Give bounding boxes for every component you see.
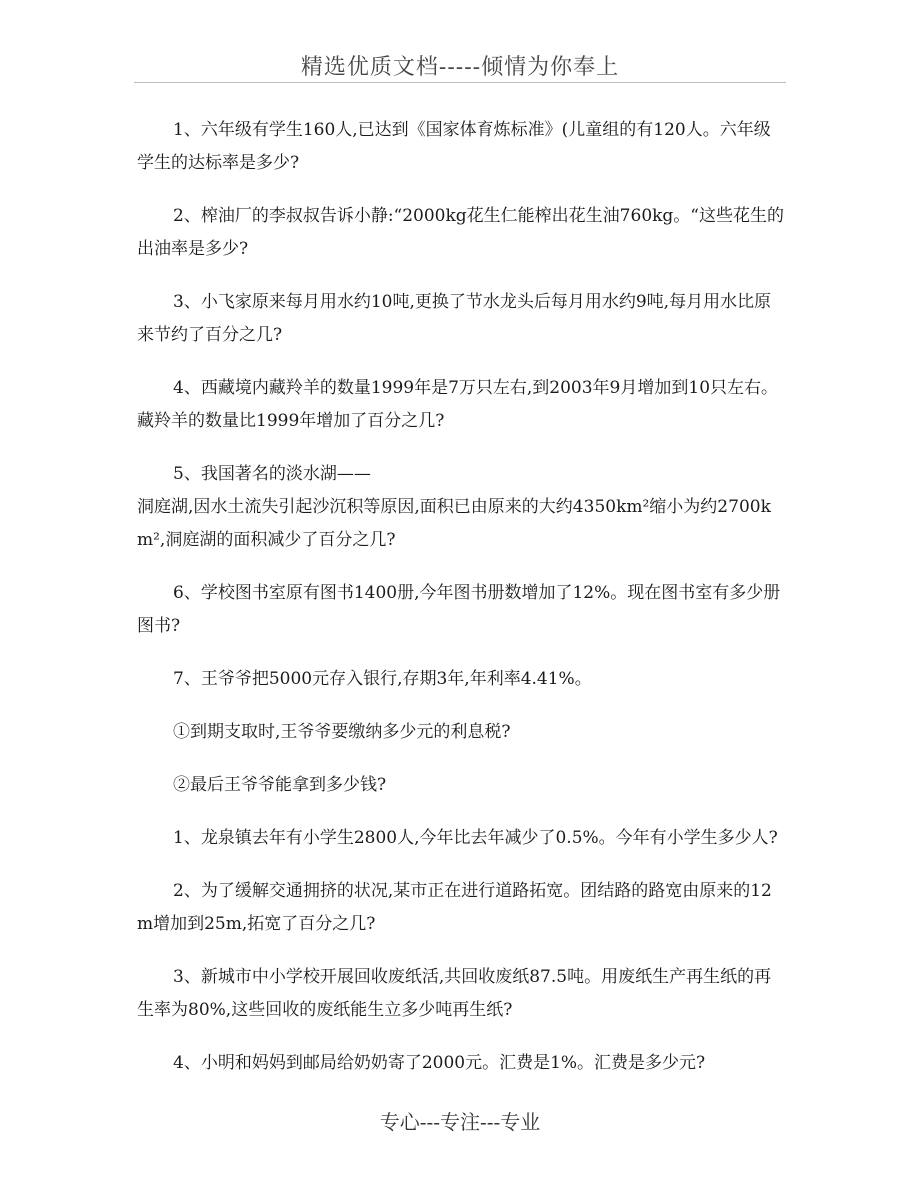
header-divider — [134, 82, 786, 83]
question-7-part-1: ①到期支取时,王爷爷要缴纳多少元的利息税? — [173, 722, 511, 742]
question-b4: 4、小明和妈妈到邮局给奶奶寄了2000元。汇费是1%。汇费是多少元? — [173, 1053, 706, 1073]
page-footer: 专心---专注---专业 — [379, 1110, 541, 1134]
question-3: 3、小飞家原来每月用水约10吨,更换了节水龙头后每月用水约9吨,每月用水比原来节约了百分之几? — [137, 292, 772, 345]
document-body — [137, 114, 785, 1080]
question-6: 6、学校图书室原有图书1400册,今年图书册数增加了12%。现在图书室有多少册图书? — [137, 583, 781, 636]
question-b3: 3、新城市中小学校开展回收废纸活,共回收废纸87.5吨。用废纸生产再生纸的再生率为80%,这些回收的废纸能生立多少吨再生纸? — [137, 967, 772, 1020]
question-1: 1、六年级有学生160人,已达到《国家体育炼标准》(儿童组的有120人。六年级学生的达标率是多少? — [137, 120, 771, 173]
question-4: 4、西藏境内藏羚羊的数量1999年是7万只左右,到2003年9月增加到10只左右。藏羚羊的数量比1999年增加了百分之几? — [137, 378, 779, 431]
question-7-part-2: ②最后王爷爷能拿到多少钱? — [173, 775, 387, 795]
page-header: 精选优质文档-----倾情为你奉上 — [300, 55, 620, 80]
question-7: 7、王爷爷把5000元存入银行,存期3年,年利率4.41%。 — [173, 669, 592, 689]
question-b1: 1、龙泉镇去年有小学生2800人,今年比去年减少了0.5%。今年有小学生多少人? — [173, 828, 778, 848]
question-5-heading: 5、我国著名的淡水湖—— — [173, 464, 371, 484]
question-2: 2、榨油厂的李叔叔告诉小静:“2000kg花生仁能榨出花生油760kg。“这些花生的出油率是多少? — [137, 206, 785, 259]
question-5-body: 洞庭湖,因水土流失引起沙沉积等原因,面积已由原来的大约4350km²缩小为约2700km²,洞庭湖的面积减少了百分之几? — [137, 497, 771, 550]
question-b2: 2、为了缓解交通拥挤的状况,某市正在进行道路拓宽。团结路的路宽由原来的12m增加到25m,拓宽了百分之几? — [137, 881, 772, 934]
